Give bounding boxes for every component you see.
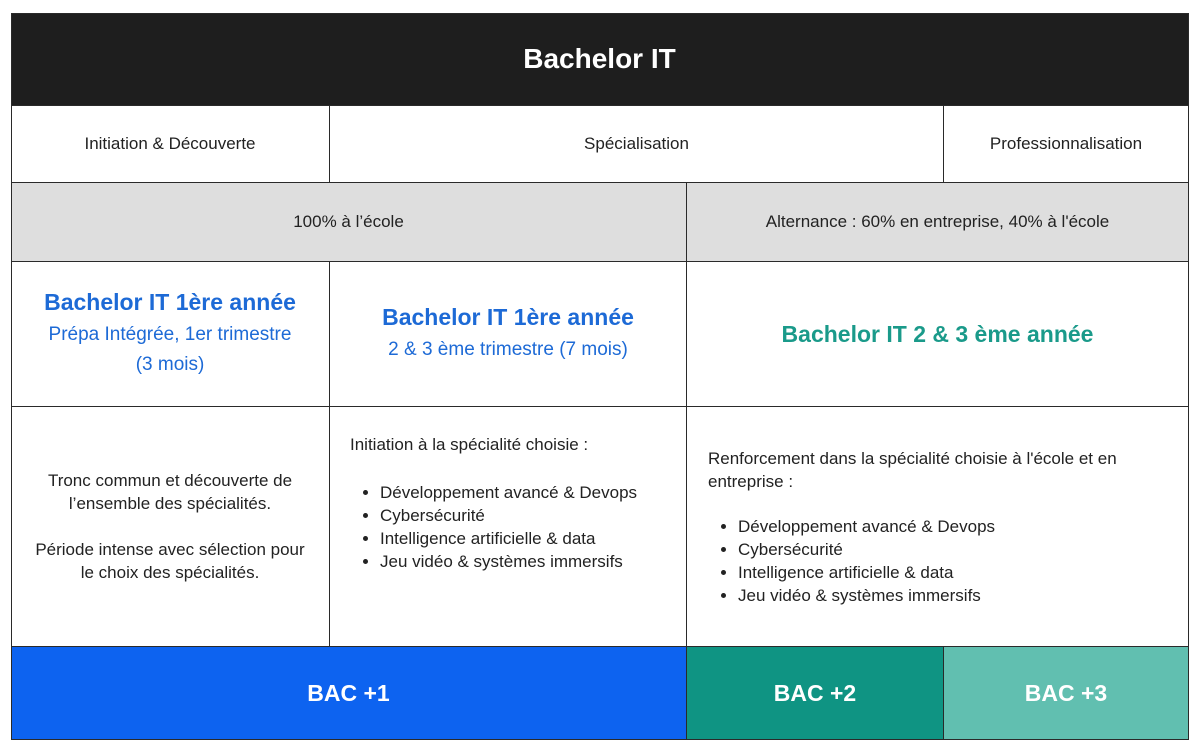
mode-school-label: 100% à l’école — [293, 212, 404, 231]
initiation-list — [350, 481, 637, 573]
mode-alternance — [687, 183, 1189, 262]
list-item: • Cybersécurité — [380, 504, 637, 527]
header-title: Bachelor IT — [523, 43, 676, 74]
program-prepa-line2: (3 mois) — [135, 353, 205, 375]
phase-specialisation — [330, 106, 944, 183]
description-tronc — [11, 407, 330, 647]
mode-school — [11, 183, 687, 262]
level-bac2 — [687, 647, 944, 740]
level-bac1-label: BAC +1 — [307, 679, 390, 706]
phase-initiation-label: Initiation & Découverte — [84, 134, 256, 153]
phase-initiation — [11, 106, 330, 183]
initiation-intro: Initiation à la spécialité choisie : — [350, 435, 589, 454]
program-year1 — [330, 262, 687, 407]
description-renforcement — [687, 407, 1189, 647]
list-item: • Jeu vidéo & systèmes immersifs — [738, 584, 1166, 607]
program-prepa — [11, 262, 330, 407]
mode-alternance-label: Alternance : 60% en entreprise, 40% à l'école — [765, 212, 1110, 231]
level-bac3 — [944, 647, 1189, 740]
level-bac1 — [11, 647, 687, 740]
renforcement-intro: Renforcement dans la spécialité choisie à l'école et en entreprise : — [708, 448, 1117, 491]
phase-professionnalisation-label: Professionnalisation — [989, 134, 1143, 153]
phase-specialisation-label: Spécialisation — [584, 134, 689, 153]
table-header — [11, 13, 1189, 106]
program-year1-line1: 2 & 3 ème trimestre (7 mois) — [388, 338, 628, 360]
level-bac2-label: BAC +2 — [773, 679, 857, 706]
program-year23 — [687, 262, 1189, 407]
program-prepa-line1: Prépa Intégrée, 1er trimestre — [48, 323, 292, 345]
renforcement-list — [708, 515, 1166, 607]
program-year1-title: Bachelor IT 1ère année — [382, 303, 634, 330]
description-initiation — [330, 407, 687, 647]
list-item: • Développement avancé & Devops — [738, 515, 1166, 538]
phase-professionnalisation — [944, 106, 1189, 183]
list-item: • Intelligence artificielle & data — [380, 527, 637, 550]
program-year23-title: Bachelor IT 2 & 3 ème année — [781, 320, 1094, 347]
level-bac3-label: BAC +3 — [1024, 679, 1108, 706]
tronc-para1: Tronc commun et découverte de l’ensemble des spécialités. — [47, 471, 293, 513]
program-prepa-title: Bachelor IT 1ère année — [44, 288, 296, 315]
list-item: • Jeu vidéo & systèmes immersifs — [380, 550, 637, 573]
list-item: • Cybersécurité — [738, 538, 1166, 561]
bachelor-it-table — [11, 13, 1189, 740]
tronc-para2: Période intense avec sélection pour le choix des spécialités. — [35, 540, 305, 582]
list-item: • Développement avancé & Devops — [380, 481, 637, 504]
list-item: • Intelligence artificielle & data — [738, 561, 1166, 584]
